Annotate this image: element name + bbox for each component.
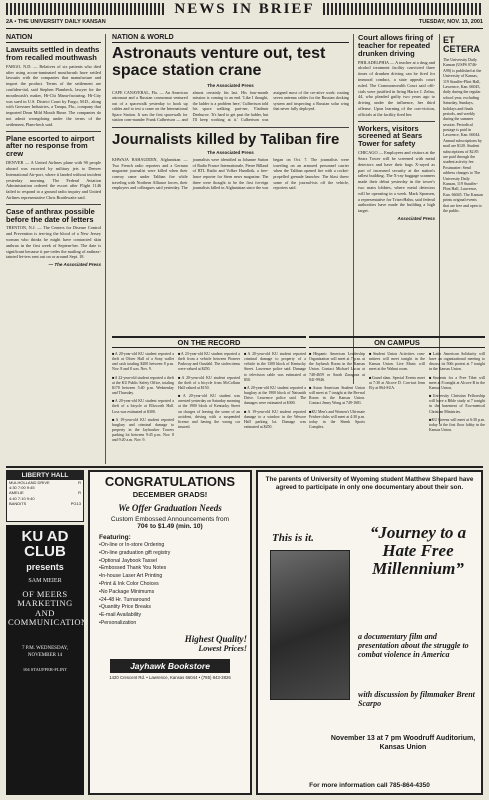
story-body: FARGO, N.D. — Relatives of six patients who died after using accon-taminated mouthwash have settled lawsuits with the companies that manufacture and import the product. Terms of the settlement are confiden-tial, said Stephen Plambeck, lawyer for the mouthwash's maker, Hi-Chi Manu-facturing. Hi-City was sued in U.S. District Court by Fargo, M.D., along with Gressner Industries, a Tampa, Fla., company that imported Dean Mild Mouth Rinse. The companies do not admit wrongdoing under the terms of the settlement, Plam-beck said. <box>6 63 101 127</box>
masthead-rule-left <box>6 3 166 15</box>
kuad-title: KU AD CLUB <box>21 528 69 560</box>
documentary-when: November 13 at 7 pm Woodruff Auditorium, Kansas Union <box>330 735 476 752</box>
kuad-place: 104 STAUFFER-FLINT <box>22 667 68 673</box>
documentary-info: For more information call 785-864-4350 <box>309 782 430 789</box>
kuad-speaker: SAM MEIER <box>28 578 62 584</box>
nation-section-head: NATION <box>6 34 101 43</box>
documentary-ad <box>256 470 483 795</box>
list-item: • E-mail Availability <box>99 612 247 620</box>
on-campus <box>309 336 485 464</box>
kuad-company: OF MEERS MARKETING AND COMMUNICATION <box>8 589 88 628</box>
record-col <box>244 351 306 446</box>
list-item: ■ A 20-year-old KU student was arrested yesterday on Saturday morning at the 1900 block of Kentucky Street on charges of leaving the scene of an accident, driving with a suspended license and having the wrong car insured. <box>178 393 240 430</box>
feature-list <box>99 542 247 628</box>
nation-column <box>6 34 106 464</box>
list-item: ■ A 22-year-old student reported a theft at the KU Public Safety Office, totaling $170 between 5:40 p.m. Wednesday and Thursday. <box>112 375 174 397</box>
divider <box>358 121 435 122</box>
list-item: ■ KU Men's and Women's Ulti-mate Frisbee clubs will meet at 4:30 p.m. today in the Shenk Sports Complex. <box>309 409 365 431</box>
story-headline: Workers, visitors screened at Sears Tower for safety <box>358 123 423 149</box>
dateline <box>6 19 483 29</box>
kuad-presents: presents <box>26 562 64 572</box>
liberty-title: LIBERTY HALL <box>7 471 83 480</box>
world-section-head: NATION & WORLD <box>112 34 349 43</box>
list-item: ■ Asian American Student Union will meet at 7 tonight at the Ber-nal Room in the Kansas Union. Contact Jenny Wong at 749-1681. <box>309 385 365 407</box>
campus-grid <box>309 351 485 435</box>
congrats-tagline: We Offer Graduation Needs <box>118 503 222 513</box>
list-item: • 24-48 Hr. Turnaround <box>99 597 247 605</box>
etc-body: The University Daily Kansan (USPS 0746-A90) is published at the University of Kansas, 119 Stauffer-Flint Hall, Lawrence, Kan. 66045, daily during the regular school year, excluding Saturday, Sundays, holidays and finals periods, and weekly during the summer session. Periodical postage is paid in Lawrence, Kan. 66044. Annual subscriptions by mail are $120. Student subscriptions of $2.85 are paid through the student activity fee. Postmaster: Send address changes to The University Daily Kansan, 119 Stauffer-Flint Hall, Lawrence, Kan. 66045. The Kansan prints original events that are free and open to the public. <box>443 57 483 213</box>
list-item: ■ A 23-year-old KU student reported a theft from a vehicle between Pioneer Parkway and Ousdahl. The stolen items were valued at $250. <box>178 351 240 373</box>
list-item: • On-line graduation gift registry <box>99 550 247 558</box>
this-is-it: This is it. <box>272 532 314 544</box>
quality-slogan: Highest Quality! <box>184 633 247 644</box>
list-item: ■ A 20-year-old KU student reported a burglary at the 1900 block of Naismith Drive. Lawrence police said. The damages were estimated at $300. <box>244 385 306 407</box>
price-slogan: Lowest Prices! <box>198 643 247 653</box>
list-item: • On-line or In-store Ordering <box>99 542 247 550</box>
divider <box>6 131 101 132</box>
masthead-title: NEWS IN BRIEF <box>174 0 315 17</box>
film-title: BANDITS <box>9 500 27 506</box>
list-item: ■ A 20-year-old KU student reported a theft at Oliver Hall of a Sony wallet and cash totaling $200 between 8 p.m. Nov. 8 and 8 a.m. Nov. 9. <box>112 351 174 373</box>
record-grid <box>112 351 306 446</box>
story-headline: Lawsuits settled in deaths from recalled mouthwash <box>6 45 100 62</box>
list-item: ■ A 20-year-old KU student reported criminal damage to property of a vehicle in the 1300 block of Kentucky Street. Lawrence police said. Damage to television cable was estimated at $50. <box>244 351 306 383</box>
list-item: • Optional Jaybook Tassel <box>99 558 247 566</box>
list-item: • Print & Ink Color Choices <box>99 581 247 589</box>
issue-date: TUESDAY, NOV. 13, 2001 <box>418 19 483 25</box>
page-label: 2A • THE UNIVERSITY DAILY KANSAN <box>6 19 106 25</box>
record-col <box>112 351 174 446</box>
list-item: • Personalization <box>99 620 247 628</box>
story-headline: Court allows firing of teacher for repeated drunken driving <box>358 34 433 58</box>
nation-byline: — The Associated Press <box>48 262 101 268</box>
story-body: DENVER — A United Airlines plane with 90 people aboard was escorted by military jets to Denver International Air-port, where it landed without incident yesterday morning. The Federal Aviation Administration ordered the escort after Flight 1146 failed to respond to a ground radio inquiry and United Airlines representative Chris Braithwaite said. <box>6 160 101 200</box>
astronauts-body: CAPE CANAVERAL, Fla. — An American astronaut and a Russian cosmonaut ventured out of a spacewalk yesterday to hook up cables and to test a crane on the International Space Station. It was the first spacewalk for station com-mander Frank Culbertson — and almost certainly his last. His four-month mission is coming to an end. 'Like I thought, the ladder is a problem here,' Culbertson told his space walking part-ner, Vladimir Dezhurov. 'It's hard to get past the ladder, but I'll keep working at it.' Culbertson was assigned most of the cre-ative work: routing seven antenna cables for the Russian docking system and inspecting a Russian solar wing that never fully deployed. <box>112 89 349 123</box>
documentary-title: “Journey to a Hate Free Millennium” <box>369 523 467 578</box>
story-body: CHICAGO — Employees and visitors at the Sears Tower will be screened with metal detectors and have their bags X-rayed as part of increased security at the nation's tallest building. The X-ray baggage scanners made their debut yesterday in the tower's two main lobbies, where metal detectors will be operating in a week. Mark Sponsen, a representative for TrizecHahn, said federal authorities have made the building a high target. <box>358 150 435 214</box>
congratulations-ad <box>88 470 252 795</box>
liberty-hall-ad <box>6 470 84 522</box>
filmmaker-photo <box>270 550 350 700</box>
story-headline: Plane escorted to airport after no response from crew <box>6 133 95 159</box>
documentary-intro: The parents of University of Wyoming student Matthew Shepard have agreed to participate in only one documentary about their son. <box>265 476 474 491</box>
campus-news-byline: Associated Press <box>397 215 435 221</box>
world-column <box>112 34 349 334</box>
masthead-rule-right <box>323 3 483 15</box>
campus-col <box>369 351 425 435</box>
story-headline: Case of anthrax possible before the date of letters <box>6 206 95 224</box>
featuring-label: Featuring: <box>99 534 131 541</box>
divider <box>6 204 101 205</box>
ads-divider <box>6 466 483 468</box>
congrats-sub: DECEMBER GRADS! <box>132 490 208 499</box>
showtimes: 4:30 7:00 9:45 <box>9 485 35 491</box>
congrats-announcements: Custom Embossed Announcements from <box>110 516 230 523</box>
film-rating: R <box>78 490 81 496</box>
documentary-director: with discussion by filmmaker Brent Scarpo <box>358 690 475 709</box>
film-title: MULHOLLAND DRIVE <box>9 480 50 485</box>
list-item: ■ A 20-year-old KU student reported the theft of a bicycle from McCollum Hall valued at $150. <box>178 375 240 391</box>
showtimes: 4:40 7:10 9:40 <box>9 495 35 501</box>
list-item: ■ A 20-year-old KU student reported a theft of a bicycle at Ellsworth Hall. Loss was estimated at $300. <box>112 398 174 414</box>
showtime-row <box>7 501 83 506</box>
kuad-time: 7 P.M. WEDNESDAY, NOVEMBER 14 <box>22 646 68 659</box>
list-item: • In-house Laser Art Printing <box>99 573 247 581</box>
taliban-body: KHWAJA BAHAUDDIN, Afghanistan — Two French radio reporters and a German magazine journalist were killed when their convoy came under Taliban fire while traveling with Northern Alliance forces, their employers and colleagues said yesterday. The journalists were identified as Johanne Sutton of Radio France Internationale, Pierre Billaud of RTL Radio and Volker Handloik, a free-lance reporter for Stern news magazine. The three were thought to be the first for-eign journalists killed in Afghanistan since the war began on Oct. 7. The journalists were traveling on an armored personnel carrier when the Taliban opened fire with a rocket-propelled grenade launcher. The blast threw some of the journal-ists off the vehicle, reporters said. <box>112 157 349 191</box>
list-item: • Quantity Price Breaks <box>99 604 247 612</box>
campus-news-column <box>353 34 435 384</box>
congrats-price: 70¢ to $1.49 (min. 10) <box>137 523 203 530</box>
list-item: • No Package Minimums <box>99 589 247 597</box>
campus-col <box>309 351 365 435</box>
film-title: AMELIE <box>9 490 24 496</box>
campus-title: ON CAMPUS <box>309 336 485 348</box>
astronauts-byline: The Associated Press <box>207 82 254 88</box>
list-item: ■ Student Union Activities com-mittees will meet tonight in the Kansas Union. Live Music will meet at the Walnut room. <box>369 351 425 373</box>
list-item: ■ Latin American Solidarity will have an organizational meeting to discuss its 50th protest at 7 tonight in the Kansas Union. <box>429 351 485 373</box>
taliban-byline: The Associated Press <box>207 150 254 156</box>
list-item: ■ KU Greens will meet at 6:30 p.m. today at the first floor lobby in the Kansas Union. <box>429 417 485 433</box>
astronauts-headline: Astronauts venture out, test space station crane <box>112 45 326 79</box>
list-item: ■ Grand slam. Special Events meet at 7:30 at Alcove D. Con-tact Jenn Ely at 864-SUA. <box>369 375 425 391</box>
list-item: ■ A 19-year-old KU student reported damage to a window in the Wescoe Hall parking lot. Damage was estimated at $250. <box>244 409 306 431</box>
list-item: ■ University Christian Fellowship will have a Bible study at 7 tonight in the basement of Ecu-menical Christian Ministries. <box>429 393 485 415</box>
taliban-headline: Journalists killed by Taliban fire <box>112 127 349 148</box>
film-rating: PG13 <box>70 500 81 506</box>
etc-title: ET CETERA <box>443 35 481 54</box>
list-item: ■ A 19-year-old KU student reported burglary and criminal damage to property in the Jayhawker Towers parking lot between 9:45 p.m. Nov. 8 and 9:20 a.m. Nov. 9. <box>112 417 174 444</box>
on-the-record <box>112 336 306 464</box>
record-title: ON THE RECORD <box>112 336 306 348</box>
documentary-description: a documentary film and presentation about the struggle to combat violence in America <box>358 632 469 660</box>
bookstore-logo: Jayhawk Bookstore <box>110 659 230 673</box>
story-body: PHILADELPHIA — A teacher at a drug and alcohol treatment facility convicted three times of drunken driving can be fired for immoral conduct, a state appeals court ruled. The Commonwealth Court said offi-cials were justified in firing Harice J. Zelno, 44, who pleaded guilty two years ago to driving under the influence, her third offense. Upon learning of the con-viction, officials at the facility fired her. <box>358 59 435 117</box>
list-item: • Embossed Thank You Notes <box>99 565 247 573</box>
record-col <box>178 351 240 446</box>
list-item: ■ Students for a Free Tibet will meet at 8 tonight at Alcove B in the Kansas Union. <box>429 375 485 391</box>
list-item: ■ Hispanic American Leadership Organization will meet at 7 p.m. at the Jayhawk Room in the Kansas Union. Contact Michael Lucas at 748-4659 or Sarah Zaragoza at 841-9946. <box>309 351 365 383</box>
masthead <box>6 0 483 18</box>
campus-col <box>429 351 485 435</box>
astronauts-body-columns <box>112 90 349 125</box>
ku-ad-club-ad <box>6 525 88 795</box>
congrats-title: CONGRATULATIONS <box>104 474 236 489</box>
bookstore-address: 1420 Crescent Rd. • Lawrence, Kansas 66044 • (785) 843-3826 <box>109 674 231 680</box>
story-body: TRENTON, N.J. — The Centers for Disease Control and Prevention is test-ing the blood of a New Jersey woman who thinks he might have contracted skin anthrax in the first week of Septem-ber. The date is significant because it pre-cedes the mailing of anthrax-tainted let-ters sent out on or around Sept. 18. <box>6 225 101 260</box>
film-rating: R <box>78 480 81 485</box>
